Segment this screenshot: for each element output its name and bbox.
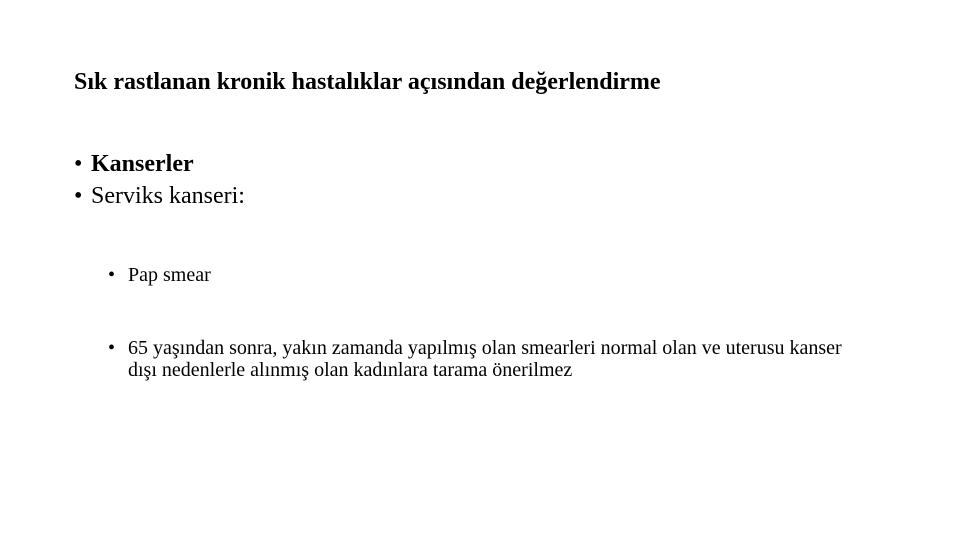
list-item-text: Serviks kanseri: <box>91 183 245 209</box>
bullet-icon: • <box>74 151 83 177</box>
sub-list-item-text: 65 yaşından sonra, yakın zamanda yapılmış olan smearleri normal olan ve uterusu kanser dışı nedenlerle alınmış olan kadınlara tarama önerilmez <box>128 337 842 381</box>
bullet-icon: • <box>108 264 116 286</box>
sub-list-item <box>108 264 868 286</box>
slide-title: Sık rastlanan kronik hastalıklar açısından değerlendirme <box>74 69 661 95</box>
list-item-text: Kanserler <box>91 151 194 177</box>
sub-list-item-text: Pap smear <box>128 264 211 286</box>
list-item <box>74 148 245 180</box>
bullet-icon: • <box>108 337 116 359</box>
bullet-icon: • <box>74 183 83 209</box>
list-item <box>74 180 245 212</box>
sub-list-item <box>108 337 868 381</box>
bullet-list <box>74 148 245 212</box>
